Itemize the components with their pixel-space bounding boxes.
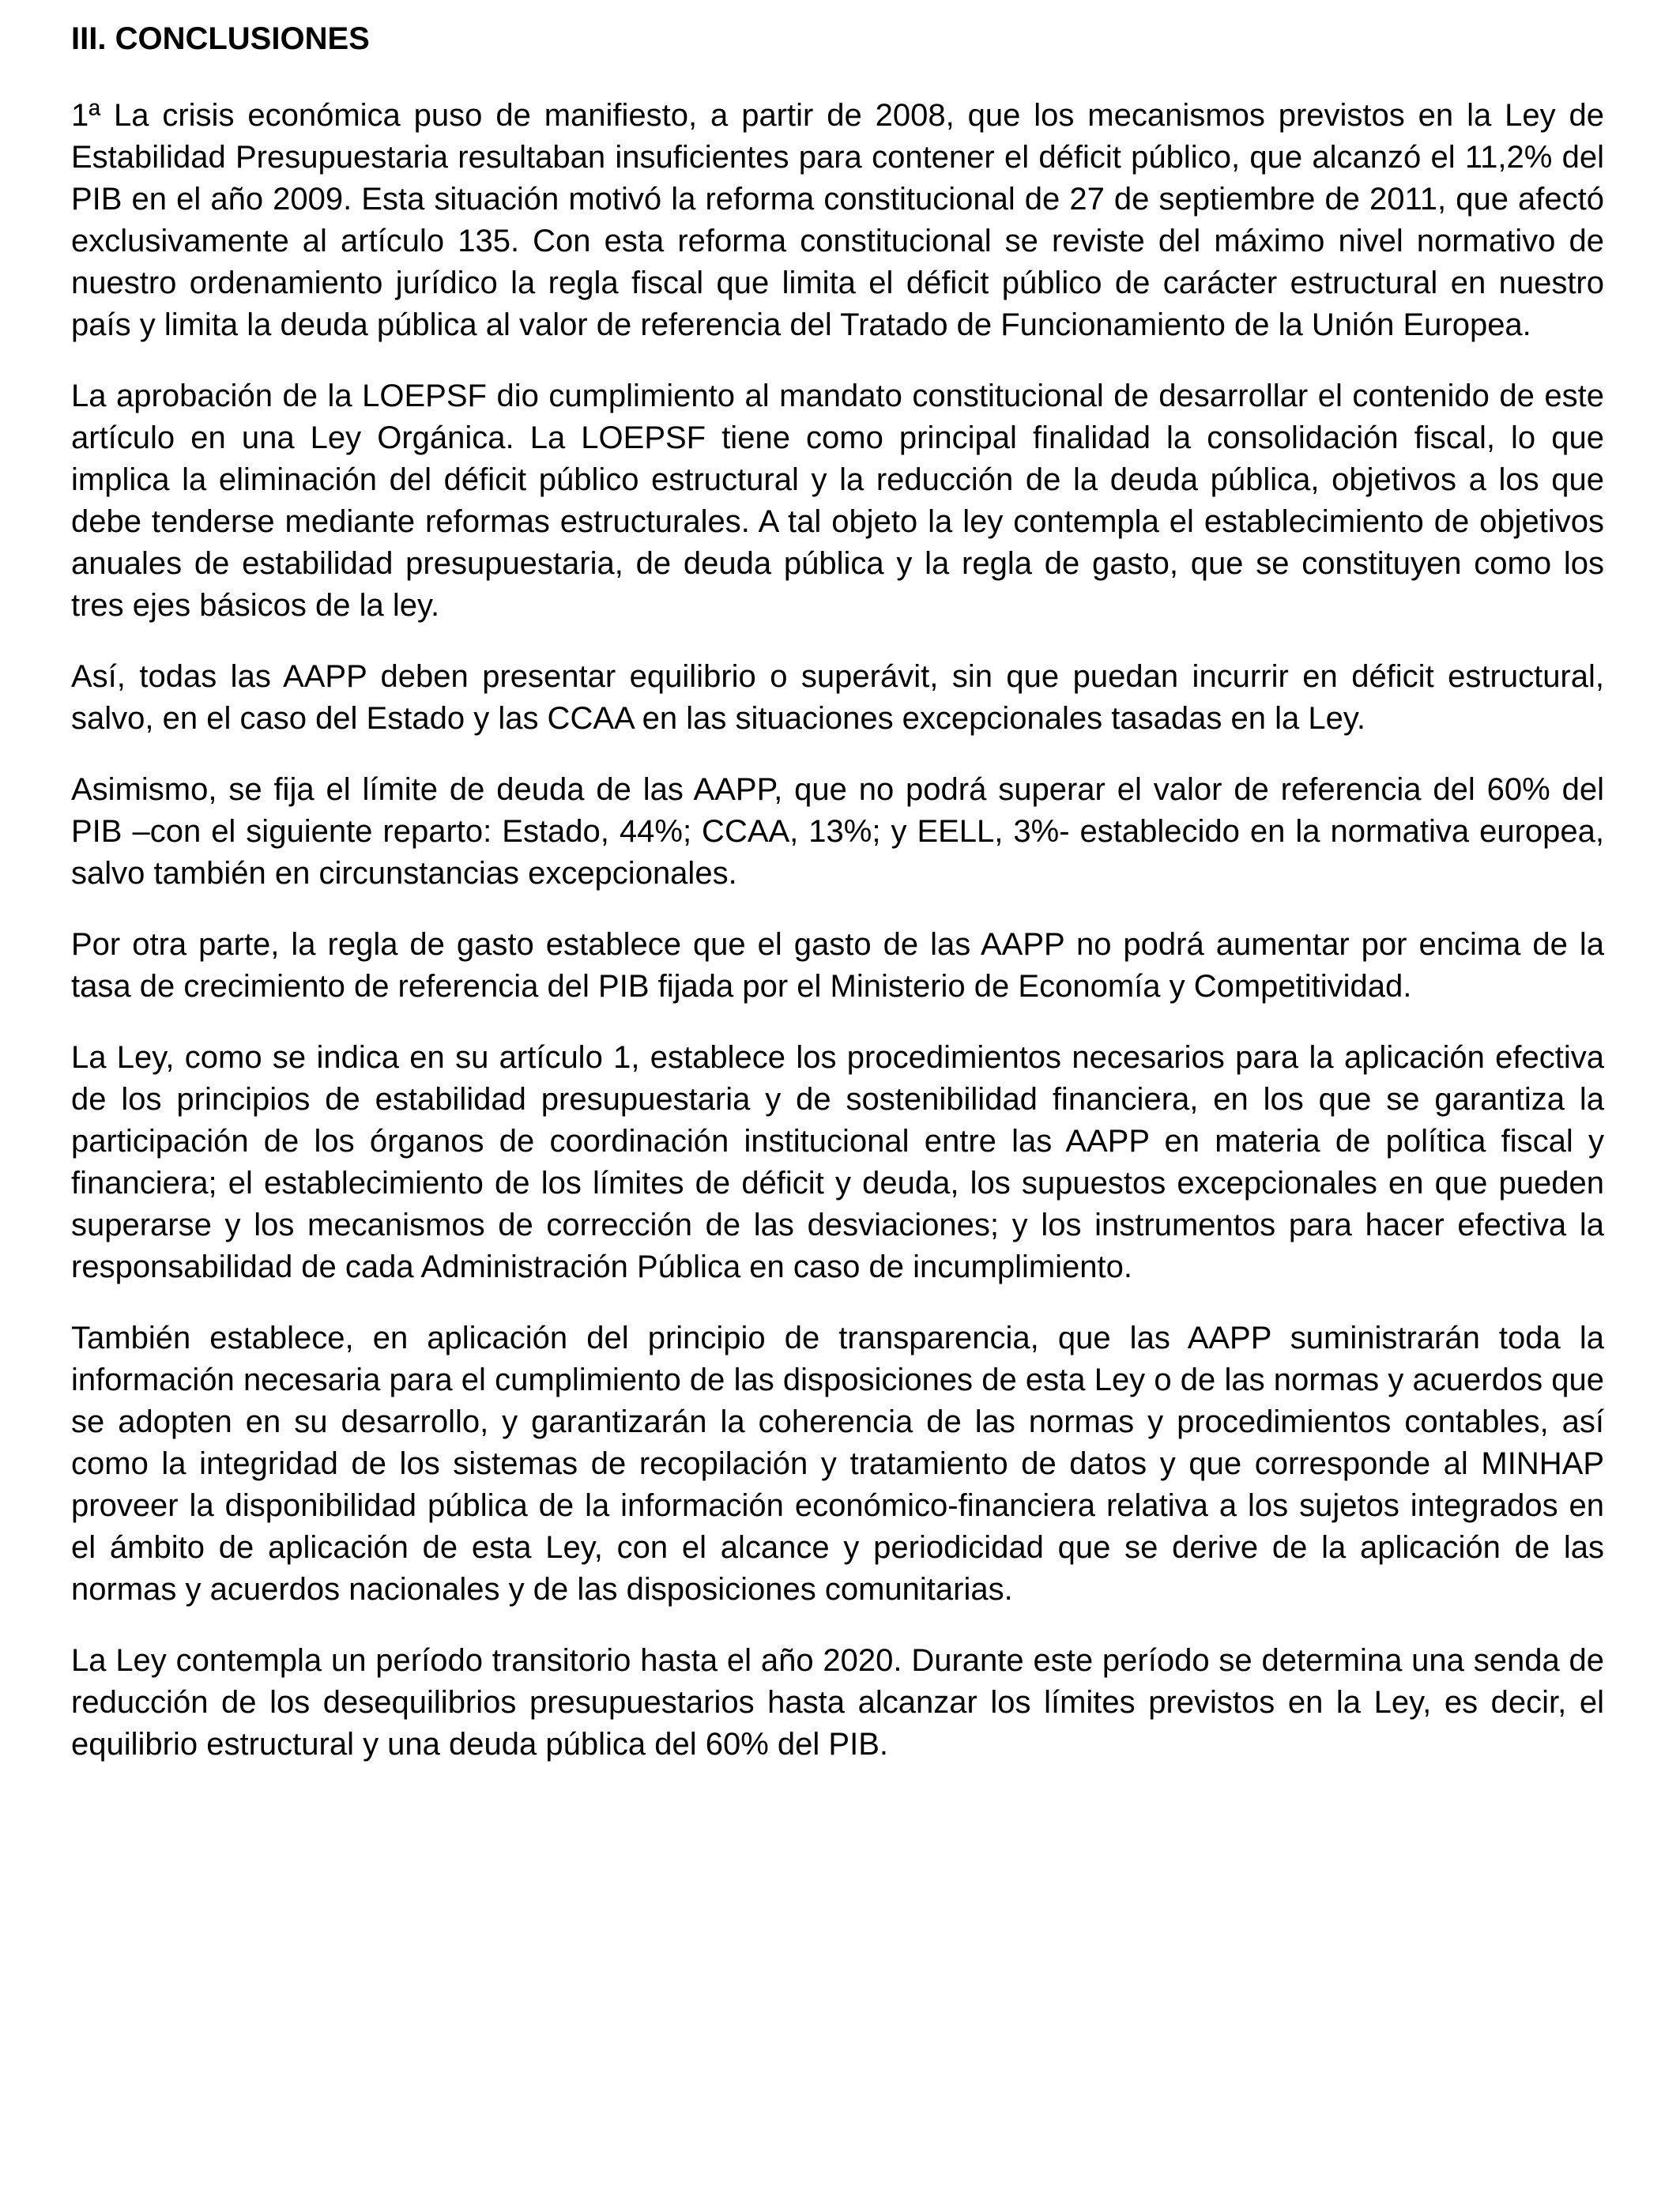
paragraph-8: La Ley contempla un período transitorio hasta el año 2020. Durante este período se determina una senda de reducción de los desequilibrios presupuestarios hasta alcanzar los límites previstos en la Ley, es decir, el equilibrio estructural y una deuda pública del 60% del PIB.: [71, 1643, 1604, 1762]
paragraph-5: Por otra parte, la regla de gasto establece que el gasto de las AAPP no podrá aumentar por encima de la tasa de crecimiento de referencia del PIB fijada por el Ministerio de Economía y Competitividad.: [71, 927, 1604, 1004]
paragraph-3: Así, todas las AAPP deben presentar equilibrio o superávit, sin que puedan incurrir en déficit estructural, salvo, en el caso del Estado y las CCAA en las situaciones excepcionales tasadas en la Ley.: [71, 659, 1604, 736]
paragraph-4: Asimismo, se fija el límite de deuda de las AAPP, que no podrá superar el valor de referencia del 60% del PIB –con el siguiente reparto: Estado, 44%; CCAA, 13%; y EELL, 3%- establecido en la normativa europea, salvo también en circunstancias excepcionales.: [71, 772, 1604, 891]
paragraph-2: La aprobación de la LOEPSF dio cumplimiento al mandato constitucional de desarrollar el contenido de este artículo en una Ley Orgánica. La LOEPSF tiene como principal finalidad la consolidación fiscal, lo que implica la eliminación del déficit público estructural y la reducción de la deuda pública, objetivos a los que debe tenderse mediante reformas estructurales. A tal objeto la ley contempla el establecimiento de objetivos anuales de estabilidad presupuestaria, de deuda pública y la regla de gasto, que se constituyen como los tres ejes básicos de la ley.: [71, 379, 1604, 623]
paragraph-1: 1ª La crisis económica puso de manifiesto, a partir de 2008, que los mecanismos previstos en la Ley de Estabilidad Presupuestaria resultaban insuficientes para contener el déficit público, que alcanzó el 11,2% del PIB en el año 2009. Esta situación motivó la reforma constitucional de 27 de septiembre de 2011, que afectó exclusivamente al artículo 135. Con esta reforma constitucional se reviste del máximo nivel normativo de nuestro ordenamiento jurídico la regla fiscal que limita el déficit público de carácter estructural en nuestro país y limita la deuda pública al valor de referencia del Tratado de Funcionamiento de la Unión Europea.: [71, 98, 1604, 342]
paragraph-6: La Ley, como se indica en su artículo 1, establece los procedimientos necesarios para la aplicación efectiva de los principios de estabilidad presupuestaria y de sostenibilidad financiera, en los que se garantiza la participación de los órganos de coordinación institucional entre las AAPP en materia de política fiscal y financiera; el establecimiento de los límites de déficit y deuda, los supuestos excepcionales en que pueden superarse y los mecanismos de corrección de las desviaciones; y los instrumentos para hacer efectiva la responsabilidad de cada Administración Pública en caso de incumplimiento.: [71, 1040, 1604, 1284]
paragraph-7: También establece, en aplicación del principio de transparencia, que las AAPP suministrarán toda la información necesaria para el cumplimiento de las disposiciones de esta Ley o de las normas y acuerdos que se adopten en su desarrollo, y garantizarán la coherencia de las normas y procedimientos contables, así como la integridad de los sistemas de recopilación y tratamiento de datos y que corresponde al MINHAP proveer la disponibilidad pública de la información económico-financiera relativa a los sujetos integrados en el ámbito de aplicación de esta Ley, con el alcance y periodicidad que se derive de la aplicación de las normas y acuerdos nacionales y de las disposiciones comunitarias.: [71, 1321, 1604, 1607]
document-page: [71, 17, 1604, 1795]
section-heading: III. CONCLUSIONES: [71, 21, 370, 56]
